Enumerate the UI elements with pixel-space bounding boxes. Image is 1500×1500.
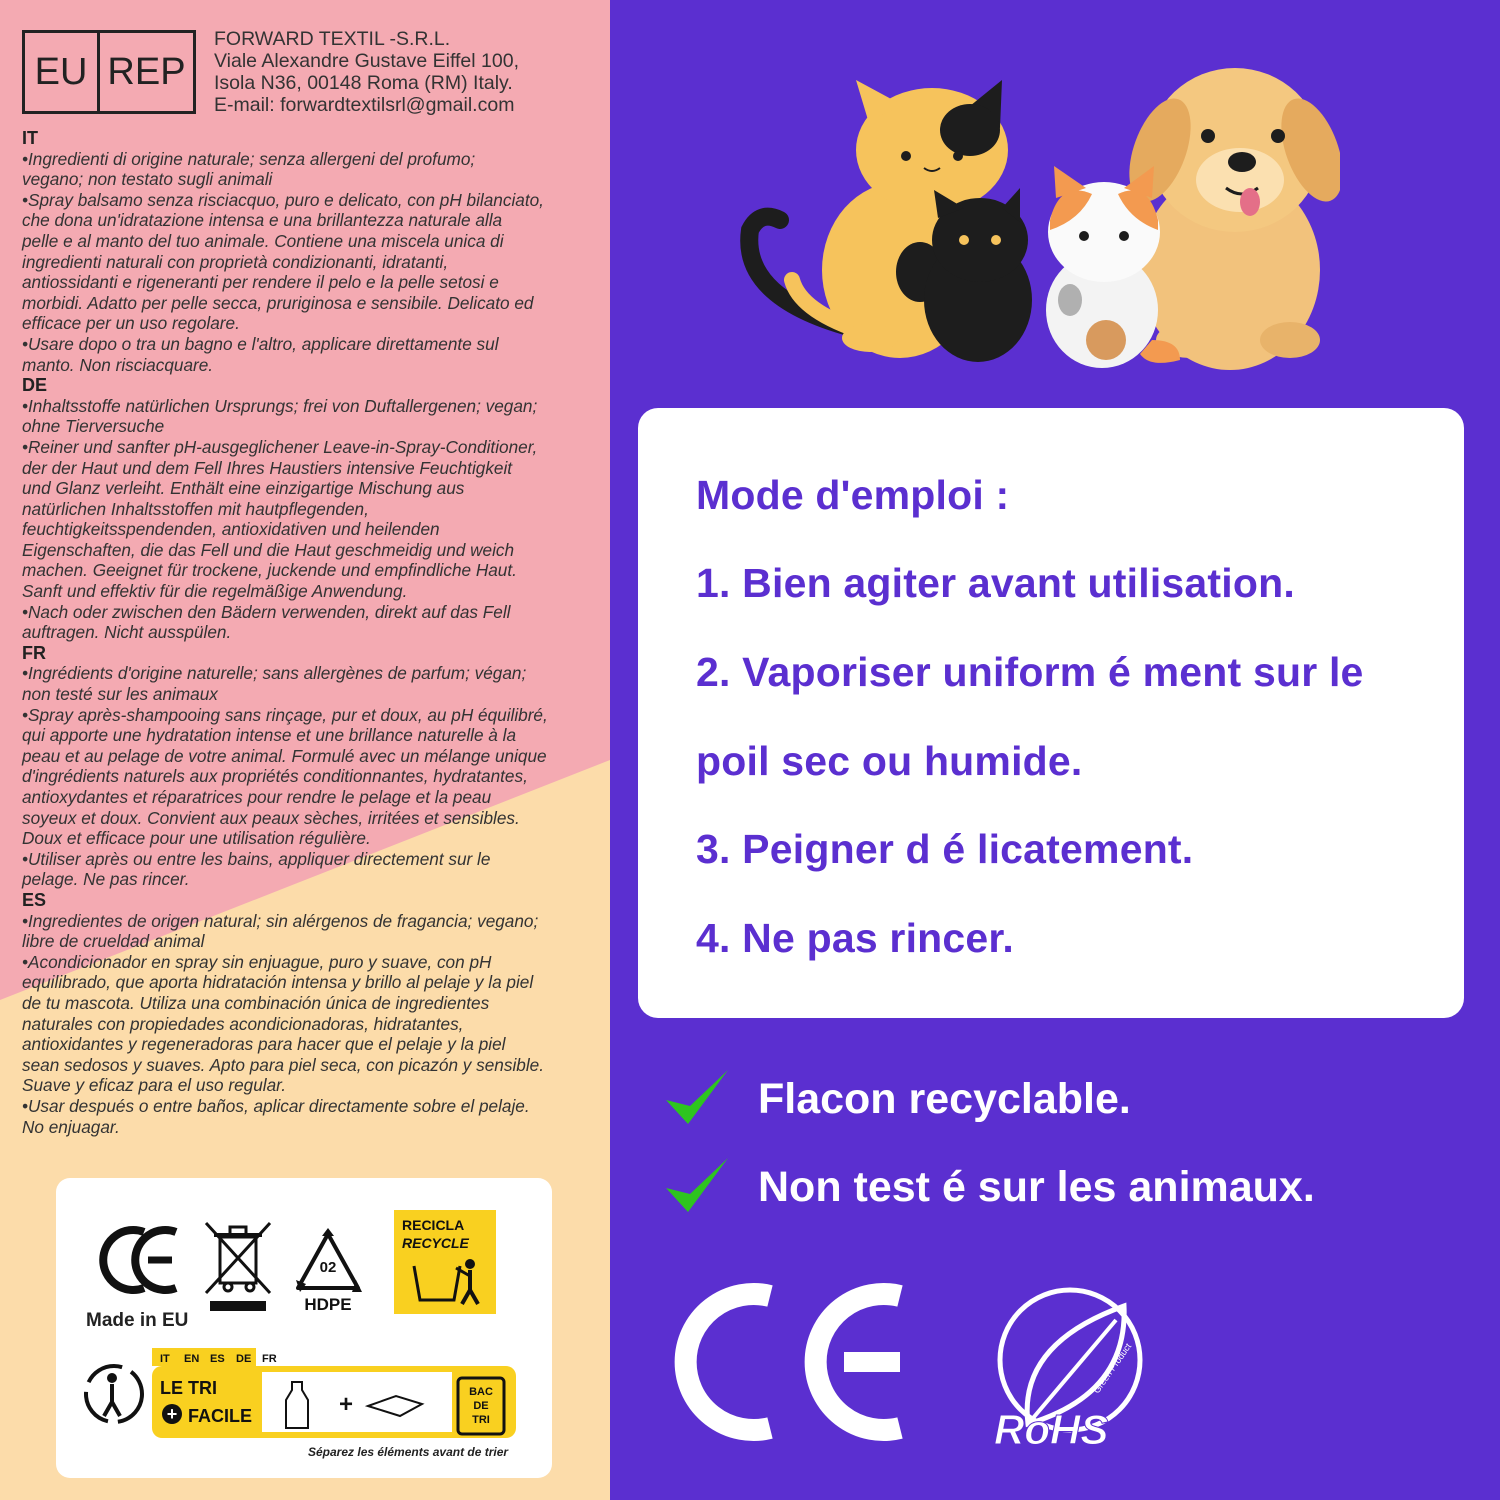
- description-line: manto. Non risciacquare.: [22, 354, 214, 375]
- le-tri-text: LE TRI: [160, 1378, 217, 1398]
- description-line: naturales con propiedades acondicionadoras, hidratantes,: [22, 1013, 464, 1034]
- description-line: efficace per un uso regolare.: [22, 313, 240, 334]
- address-line: Isola N36, 00148 Roma (RM) Italy.: [214, 72, 513, 94]
- description-line: •Acondicionador en spray sin enjuague, puro y suave, con pH: [22, 951, 492, 972]
- address-line: Viale Alexandre Gustave Eiffel 100,: [214, 50, 519, 72]
- description-line: •Ingredientes de origen natural; sin alérgenos de fragancia; vegano;: [22, 910, 539, 931]
- right-usage-panel: [610, 0, 1500, 1500]
- description-line: •Nach oder zwischen den Bädern verwenden, direkt auf das Fell: [22, 601, 511, 622]
- triman-lang: FR: [262, 1353, 277, 1365]
- recycle-text: RECYCLE: [402, 1235, 469, 1251]
- description-line: •Inhaltsstoffe natürlichen Ursprungs; frei von Duftallergenen; vegan;: [22, 395, 538, 416]
- eurep-symbol: [22, 30, 196, 114]
- description-line: der der Haut und dem Fell Ihres Haustiers intensive Feuchtigkeit: [22, 457, 513, 478]
- description-line: soyeux et doux. Convient aux peaux sèches, irritées et sensibles.: [22, 807, 520, 828]
- black-cat-illustration: [924, 188, 1032, 362]
- description-line: machen. Geeignet für trockene, juckende und empfindliche Haut.: [22, 560, 517, 581]
- ce-mark-icon: [103, 1230, 176, 1290]
- description-line: •Usar después o entre baños, aplicar directamente sobre el pelaje.: [22, 1095, 530, 1116]
- description-line: peau et au pelage de votre animal. Formulé avec un mélange unique: [22, 745, 547, 766]
- bac-de-tri-icon: [458, 1378, 504, 1434]
- description-line: antioxydantes et réparatrices pour rendre le pelage et la peau: [22, 787, 492, 807]
- triman-lang: EN: [184, 1353, 200, 1365]
- triman-lang: IT: [160, 1353, 170, 1365]
- description-line: •Ingrédients d'origine naturelle; sans allergènes de parfum; végan;: [22, 663, 527, 684]
- description-line: Suave y eficaz para el uso regular.: [22, 1075, 287, 1096]
- check-icon: [662, 1152, 732, 1222]
- description-line: che dona un'idratazione intensa e una brillantezza naturale alla: [22, 210, 503, 231]
- rohs-text: RoHS: [994, 1406, 1109, 1453]
- description-line: vegano; non testato sugli animali: [22, 169, 273, 190]
- address-line: FORWARD TEXTIL -S.R.L.: [214, 28, 451, 50]
- de-text: DE: [473, 1400, 489, 1412]
- description-line: Doux et efficace pour une utilisation régulière.: [22, 828, 371, 849]
- separate-note: Séparez les éléments avant de trier: [308, 1445, 509, 1459]
- recicla-text: RECICLA: [402, 1217, 465, 1233]
- description-line: •Usare dopo o tra un bagno e l'altro, applicare direttamente sul: [22, 333, 499, 354]
- eurep-eu: EU: [25, 33, 100, 111]
- description-line: de tu mascota. Utiliza una combinación única de ingredientes: [22, 992, 490, 1013]
- triman-icon: [86, 1366, 142, 1422]
- description-line: libre de crueldad animal: [22, 931, 205, 952]
- instruction-step: 1. Bien agiter avant utilisation.: [696, 560, 1295, 606]
- description-line: d'ingrédients naturels aux propriétés conditionnantes, hydratantes,: [22, 766, 528, 787]
- description-line: ohne Tierversuche: [22, 416, 165, 437]
- triman-lang: ES: [210, 1353, 225, 1365]
- bac-text: BAC: [469, 1386, 493, 1398]
- instruction-step: 4. Ne pas rincer.: [696, 915, 1014, 961]
- eurep-rep: REP: [107, 50, 186, 93]
- instructions-card: [638, 408, 1464, 1018]
- description-line: morbidi. Adatto per pelle secca, pruriginosa e sensibile. Delicato ed: [22, 292, 534, 313]
- made-in-eu: Made in EU: [86, 1310, 189, 1331]
- description-line: Eigenschaften, die das Fell und die Haut geschmeidig und weich: [22, 539, 515, 560]
- description-line: antiossidanti e rigeneranti per rendere il pelo e la pelle setosi e: [22, 272, 499, 293]
- check-icon: [662, 1064, 732, 1134]
- description-line: und Glanz verleiht. Enthält eine einzigartige Mischung aus: [22, 478, 465, 499]
- description-line: auftragen. Nicht ausspülen.: [22, 622, 232, 643]
- svg-text:+: +: [166, 1404, 178, 1424]
- address-line: E-mail: forwardtextilsrl@gmail.com: [214, 94, 515, 116]
- description-line: No enjuagar.: [22, 1116, 120, 1137]
- facile-text: FACILE: [188, 1406, 253, 1426]
- recycle-code: 02: [319, 1259, 337, 1276]
- claim-recyclable: [662, 1064, 1131, 1134]
- instruction-step: poil sec ou humide.: [696, 738, 1083, 784]
- svg-text:+: +: [338, 1391, 354, 1418]
- description-line: Sanft und effektiv für die regelmäßige Anwendung.: [22, 581, 408, 602]
- pets-illustration: [720, 40, 1340, 380]
- description-line: equilibrado, que aporta hidratación intensa y brillo al pelaje y la piel: [22, 972, 534, 993]
- multilingual-description: [22, 128, 602, 1137]
- recicla-badge: [394, 1210, 496, 1314]
- description-line: •Spray après-shampooing sans rinçage, pur et doux, au pH équilibré,: [22, 704, 548, 725]
- description-line: ingredienti naturali con proprietà condizionanti, idratanti,: [22, 251, 449, 272]
- claim-cruelty-free: [662, 1152, 1315, 1222]
- language-code: FR: [22, 642, 46, 663]
- instruction-step: 3. Peigner d é licatement.: [696, 826, 1194, 872]
- info-tri-bar: [152, 1348, 516, 1438]
- description-line: non testé sur les animaux: [22, 684, 218, 705]
- description-line: feuchtigkeitsspendenden, antioxidativen und heilenden: [22, 519, 440, 540]
- eurep-address: [214, 28, 519, 116]
- weee-bin-icon: [206, 1223, 270, 1311]
- description-line: qui apporte une hydratation intense et une brillance naturelle à la: [22, 725, 517, 746]
- description-line: pelage. Ne pas rincer.: [22, 869, 190, 890]
- description-line: •Utiliser après ou entre les bains, appliquer directement sur le: [22, 848, 491, 869]
- instruction-step: 2. Vaporiser uniform é ment sur le: [696, 649, 1364, 695]
- ce-mark-large-icon: [674, 1282, 914, 1442]
- recycle-material: HDPE: [304, 1295, 352, 1314]
- language-code: DE: [22, 375, 48, 396]
- description-line: natürlichen Inhaltsstoffen mit hautpflegenden,: [22, 498, 369, 519]
- description-line: •Spray balsamo senza risciacquo, puro e delicato, con pH bilanciato,: [22, 189, 544, 210]
- tri-text: TRI: [472, 1414, 490, 1426]
- language-code: ES: [22, 889, 47, 910]
- instructions-title: Mode d'emploi :: [696, 472, 1010, 518]
- claim-text: Non test é sur les animaux.: [758, 1162, 1315, 1211]
- description-line: •Ingredienti di origine naturale; senza allergeni del profumo;: [22, 148, 476, 169]
- triman-lang: DE: [236, 1353, 252, 1365]
- left-info-panel: [0, 0, 610, 1500]
- description-line: •Reiner und sanfter pH-ausgeglichener Leave-in-Spray-Conditioner,: [22, 436, 538, 457]
- description-line: antioxidantes y regeneradoras para hacer que el pelaje y la piel: [22, 1034, 506, 1055]
- language-code: IT: [22, 128, 38, 148]
- description-line: sean sedosos y suaves. Apto para piel seca, con picazón y sensible.: [22, 1054, 544, 1075]
- description-line: pelle e al manto del tuo animale. Contiene una miscela unica di: [22, 230, 504, 251]
- claim-text: Flacon recyclable.: [758, 1074, 1131, 1123]
- green-product-text: Green Product: [1091, 1341, 1134, 1396]
- rohs-badge: [988, 1284, 1168, 1454]
